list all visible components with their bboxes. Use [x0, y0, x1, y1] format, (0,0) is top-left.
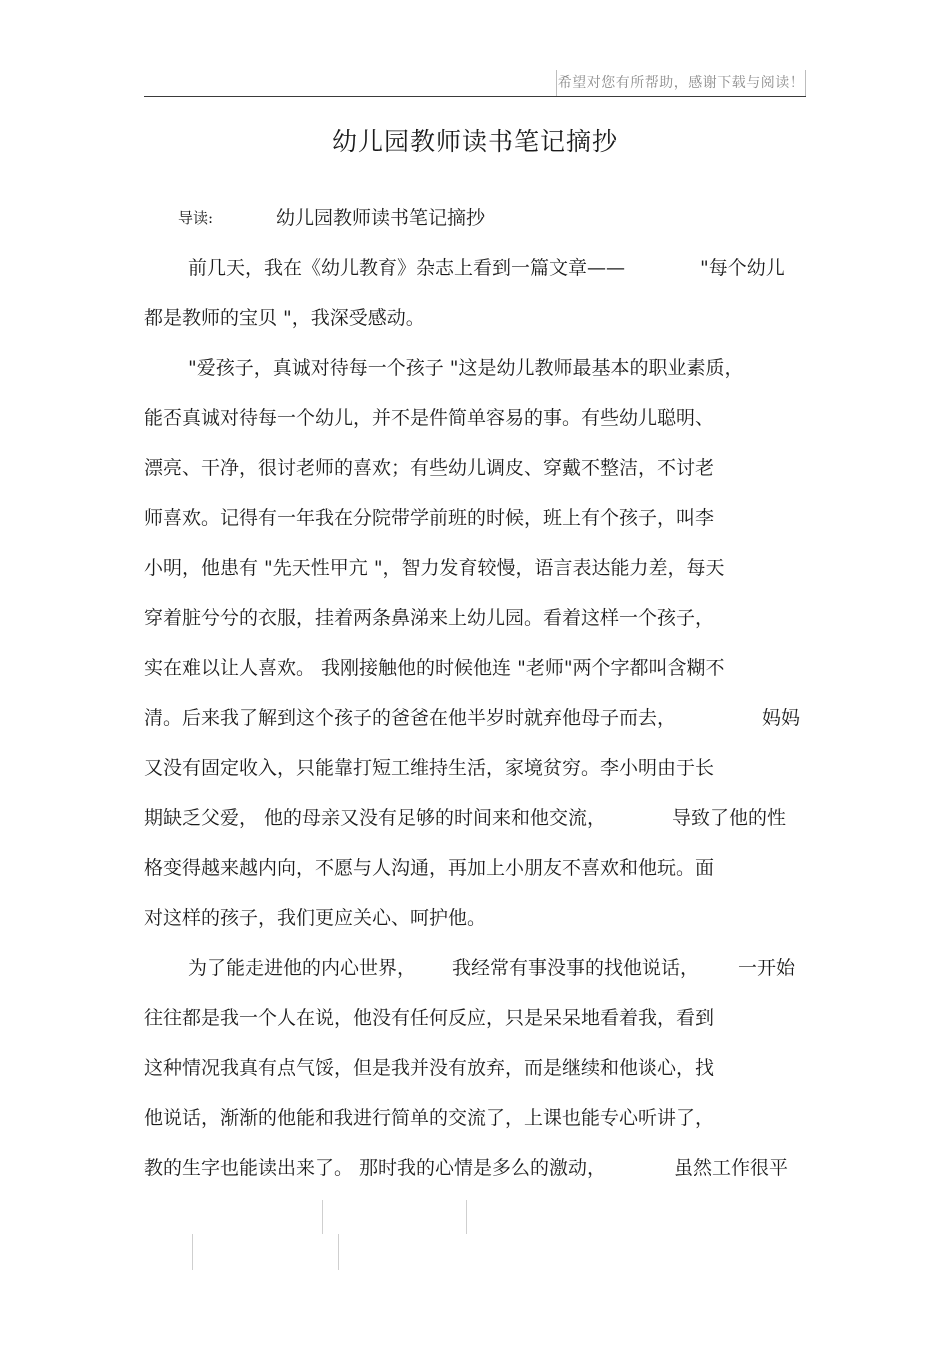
text-segment: "爱孩子，真诚对待每一个孩子 "这是幼儿教师最基本的职业素质， [188, 357, 744, 379]
text-line [144, 453, 806, 483]
text-segment: 都是教师的宝贝 "，我深受感动。 [144, 307, 425, 329]
text-segment: 能否真诚对待每一个幼儿，并不是件简单容易的事。有些幼儿聪明、 [144, 407, 715, 429]
text-segment: 妈妈 [762, 707, 801, 729]
text-line [144, 553, 806, 583]
text-segment: 格变得越来越内向，不愿与人沟通，再加上小朋友不喜欢和他玩。面 [144, 857, 715, 879]
lead-text: 幼儿园教师读书笔记摘抄 [276, 207, 486, 229]
text-line [144, 753, 806, 783]
text-line [144, 353, 806, 383]
text-line [144, 853, 806, 883]
fragment-rule [466, 1200, 467, 1234]
text-segment: 期缺乏父爱， 他的母亲又没有足够的时间来和他交流， [144, 807, 607, 829]
text-segment: 前几天，我在《幼儿教育》杂志上看到一篇文章—— [188, 257, 626, 279]
text-segment: 又没有固定收入，只能靠打短工维持生活，家境贫穷。李小明由于长 [144, 757, 715, 779]
text-segment: 导致了他的性 [672, 807, 787, 829]
header-note: 希望对您有所帮助，感谢下载与阅读！ [556, 70, 806, 96]
text-segment: 实在难以让人喜欢。 我刚接触他的时候他连 "老师"两个字都叫含糊不 [144, 657, 725, 679]
text-segment: 一开始 [738, 957, 796, 979]
text-line [144, 903, 806, 933]
fragment-rule [192, 1234, 193, 1270]
fragment-rule [338, 1234, 339, 1270]
header-rule [144, 96, 806, 97]
text-segment: 往往都是我一个人在说，他没有任何反应，只是呆呆地看着我，看到 [144, 1007, 715, 1029]
text-line [144, 803, 806, 833]
text-line [144, 653, 806, 683]
text-segment: 这种情况我真有点气馁，但是我并没有放弃，而是继续和他谈心，找 [144, 1057, 715, 1079]
text-line [144, 303, 806, 333]
text-line [144, 953, 806, 983]
text-line [144, 703, 806, 733]
text-line [144, 403, 806, 433]
text-segment: 为了能走进他的内心世界， [188, 957, 417, 979]
fragment-rule [322, 1200, 323, 1234]
text-segment: 清。后来我了解到这个孩子的爸爸在他半岁时就弃他母子而去， [144, 707, 677, 729]
text-line [144, 603, 806, 633]
text-segment: 小明，他患有 "先天性甲亢 "，智力发育较慢，语言表达能力差，每天 [144, 557, 725, 579]
text-line [144, 253, 806, 283]
text-segment: "每个幼儿 [700, 257, 785, 279]
text-line [144, 1153, 806, 1183]
text-segment: 漂亮、干净，很讨老师的喜欢；有些幼儿调皮、穿戴不整洁，不讨老 [144, 457, 715, 479]
text-line [144, 1103, 806, 1133]
text-segment: 对这样的孩子，我们更应关心、呵护他。 [144, 907, 487, 929]
document-title: 幼儿园教师读书笔记摘抄 [331, 127, 618, 156]
text-line [144, 1053, 806, 1083]
text-line [144, 503, 806, 533]
text-segment: 虽然工作很平 [674, 1157, 789, 1179]
text-segment: 师喜欢。记得有一年我在分院带学前班的时候，班上有个孩子，叫李 [144, 507, 715, 529]
text-segment: 穿着脏兮兮的衣服，挂着两条鼻涕来上幼儿园。看着这样一个孩子， [144, 607, 715, 629]
lead-label: 导读: [178, 209, 214, 227]
text-segment: 他说话，渐渐的他能和我进行简单的交流了，上课也能专心听讲了， [144, 1107, 715, 1129]
text-line [144, 1003, 806, 1033]
text-segment: 教的生字也能读出来了。 那时我的心情是多么的激动， [144, 1157, 607, 1179]
text-segment: 我经常有事没事的找他说话， [452, 957, 700, 979]
